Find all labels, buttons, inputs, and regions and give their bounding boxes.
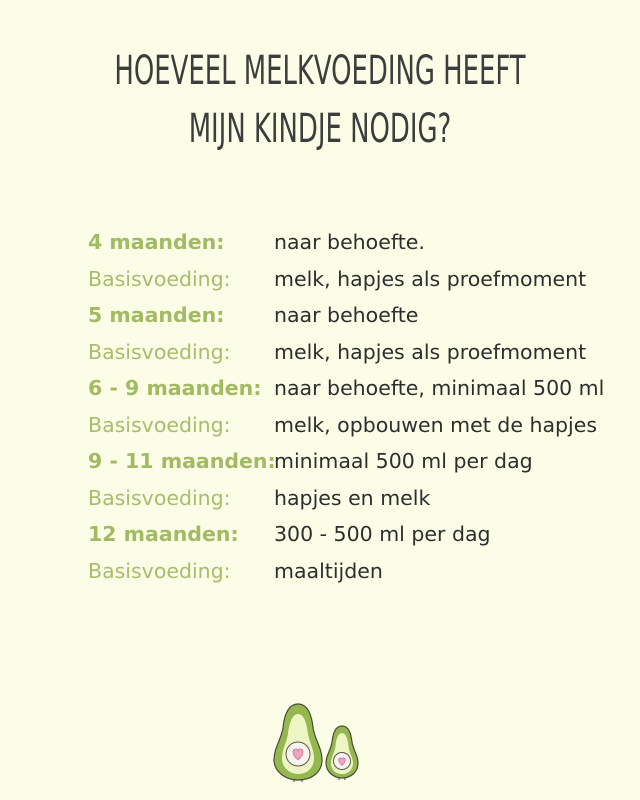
- basis-value: maaltijden: [274, 558, 383, 583]
- age-label: 9 - 11 maanden:: [88, 449, 276, 473]
- schedule-row: [88, 267, 628, 304]
- age-label: 12 maanden:: [88, 522, 239, 546]
- age-label: 5 maanden:: [88, 303, 225, 327]
- amount-value: minimaal 500 ml per dag: [274, 449, 533, 473]
- schedule-row: [88, 413, 628, 450]
- schedule-row: [88, 230, 628, 267]
- schedule-row: [88, 449, 628, 486]
- avocado-couple-icon: [268, 700, 372, 782]
- schedule-row: [88, 376, 628, 413]
- schedule-row: [88, 522, 628, 559]
- feeding-schedule: [88, 230, 628, 595]
- page-title: [0, 42, 640, 158]
- basis-label: Basisvoeding:: [88, 485, 231, 510]
- basis-label: Basisvoeding:: [88, 266, 231, 291]
- basis-label: Basisvoeding:: [88, 412, 231, 437]
- amount-value: naar behoefte.: [274, 230, 425, 254]
- age-label: 4 maanden:: [88, 230, 225, 254]
- basis-label: Basisvoeding:: [88, 558, 231, 583]
- basis-value: melk, hapjes als proefmoment: [274, 266, 587, 291]
- basis-value: hapjes en melk: [274, 485, 431, 510]
- title-line-2: MIJN KINDJE NODIG?: [188, 106, 452, 152]
- basis-value: melk, opbouwen met de hapjes: [274, 412, 598, 437]
- schedule-row: [88, 340, 628, 377]
- age-label: 6 - 9 maanden:: [88, 376, 262, 400]
- basis-value: melk, hapjes als proefmoment: [274, 339, 587, 364]
- schedule-row: [88, 559, 628, 596]
- schedule-row: [88, 486, 628, 523]
- amount-value: naar behoefte: [274, 303, 419, 327]
- amount-value: 300 - 500 ml per dag: [274, 522, 491, 546]
- schedule-row: [88, 303, 628, 340]
- amount-value: naar behoefte, minimaal 500 ml: [274, 376, 605, 400]
- basis-label: Basisvoeding:: [88, 339, 231, 364]
- title-line-1: HOEVEEL MELKVOEDING HEEFT: [114, 48, 526, 94]
